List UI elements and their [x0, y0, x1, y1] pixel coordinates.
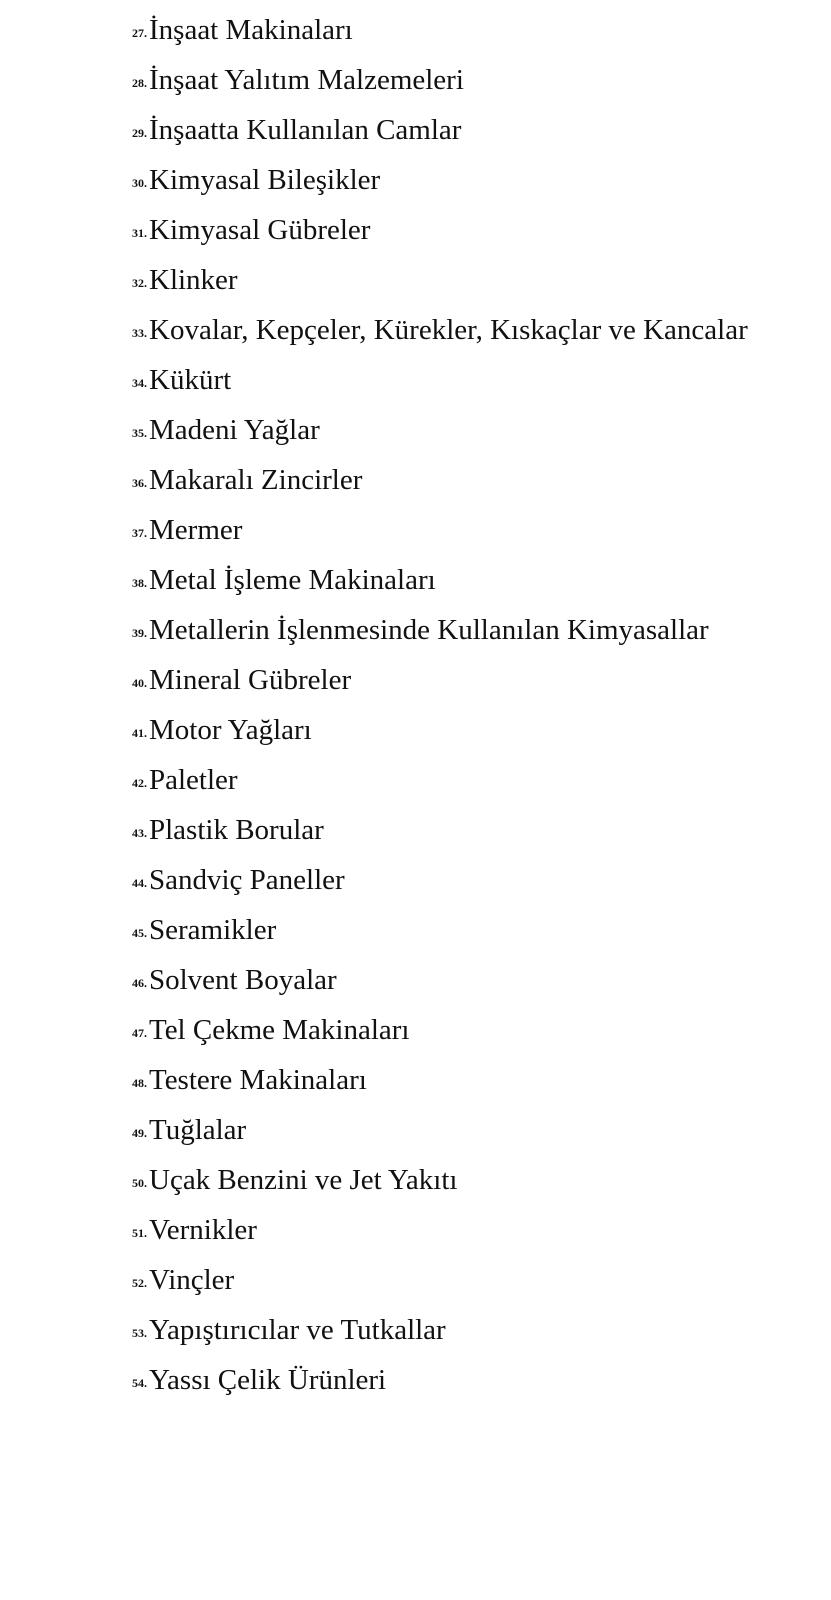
- list-item: [0, 1161, 831, 1200]
- item-label: Paletler: [149, 764, 238, 796]
- list-item: [0, 861, 831, 900]
- item-label: Solvent Boyalar: [149, 964, 337, 996]
- item-number: 39.: [132, 626, 147, 640]
- item-label: Yassı Çelik Ürünleri: [149, 1364, 387, 1396]
- item-number: 30.: [132, 176, 147, 190]
- list-item: [0, 1011, 831, 1050]
- item-label: Uçak Benzini ve Jet Yakıtı: [149, 1164, 458, 1196]
- list-item: [0, 1311, 831, 1350]
- list-item: [0, 161, 831, 200]
- item-number: 48.: [132, 1076, 147, 1090]
- item-label: Kovalar, Kepçeler, Kürekler, Kıskaçlar ve Kancalar: [149, 314, 748, 346]
- item-label: Sandviç Paneller: [149, 864, 345, 896]
- item-label: Testere Makinaları: [149, 1064, 367, 1096]
- item-number: 29.: [132, 126, 147, 140]
- item-label: Seramikler: [149, 914, 277, 946]
- item-number: 44.: [132, 876, 147, 890]
- item-label: Yapıştırıcılar ve Tutkallar: [149, 1314, 446, 1346]
- item-label: İnşaat Makinaları: [149, 14, 353, 46]
- list-item: [0, 361, 831, 400]
- list-item: [0, 711, 831, 750]
- list-item: [0, 611, 831, 650]
- item-label: Kükürt: [149, 364, 232, 396]
- item-number: 38.: [132, 576, 147, 590]
- item-number: 27.: [132, 26, 147, 40]
- item-number: 40.: [132, 676, 147, 690]
- product-list: [0, 11, 831, 1411]
- item-number: 49.: [132, 1126, 147, 1140]
- item-label: Madeni Yağlar: [149, 414, 320, 446]
- item-number: 52.: [132, 1276, 147, 1290]
- item-label: Makaralı Zincirler: [149, 464, 363, 496]
- list-item: [0, 111, 831, 150]
- list-item: [0, 411, 831, 450]
- item-number: 35.: [132, 426, 147, 440]
- item-label: Klinker: [149, 264, 238, 296]
- item-number: 53.: [132, 1326, 147, 1340]
- item-number: 46.: [132, 976, 147, 990]
- item-number: 36.: [132, 476, 147, 490]
- item-number: 47.: [132, 1026, 147, 1040]
- item-label: İnşaatta Kullanılan Camlar: [149, 114, 462, 146]
- item-number: 45.: [132, 926, 147, 940]
- item-number: 41.: [132, 726, 147, 740]
- item-label: Tuğlalar: [149, 1114, 247, 1146]
- list-item: [0, 961, 831, 1000]
- item-label: Vinçler: [149, 1264, 235, 1296]
- list-item: [0, 311, 831, 350]
- item-number: 34.: [132, 376, 147, 390]
- item-number: 37.: [132, 526, 147, 540]
- list-item: [0, 11, 831, 50]
- item-label: Kimyasal Gübreler: [149, 214, 371, 246]
- list-item: [0, 1111, 831, 1150]
- item-number: 32.: [132, 276, 147, 290]
- list-item: [0, 1261, 831, 1300]
- item-label: Plastik Borular: [149, 814, 324, 846]
- item-number: 28.: [132, 76, 147, 90]
- list-item: [0, 461, 831, 500]
- list-item: [0, 911, 831, 950]
- item-label: Mineral Gübreler: [149, 664, 352, 696]
- list-item: [0, 761, 831, 800]
- item-number: 50.: [132, 1176, 147, 1190]
- list-item: [0, 661, 831, 700]
- list-item: [0, 811, 831, 850]
- item-label: Tel Çekme Makinaları: [149, 1014, 410, 1046]
- list-item: [0, 211, 831, 250]
- item-label: Metal İşleme Makinaları: [149, 564, 436, 596]
- item-label: İnşaat Yalıtım Malzemeleri: [149, 64, 464, 96]
- item-label: Metallerin İşlenmesinde Kullanılan Kimyasallar: [149, 614, 709, 646]
- list-item: [0, 1361, 831, 1400]
- item-label: Vernikler: [149, 1214, 257, 1246]
- list-item: [0, 1211, 831, 1250]
- list-item: [0, 511, 831, 550]
- item-label: Mermer: [149, 514, 243, 546]
- item-number: 43.: [132, 826, 147, 840]
- list-item: [0, 561, 831, 600]
- item-number: 51.: [132, 1226, 147, 1240]
- item-number: 42.: [132, 776, 147, 790]
- item-label: Motor Yağları: [149, 714, 312, 746]
- item-label: Kimyasal Bileşikler: [149, 164, 381, 196]
- list-item: [0, 261, 831, 300]
- item-number: 54.: [132, 1376, 147, 1390]
- list-item: [0, 1061, 831, 1100]
- list-item: [0, 61, 831, 100]
- item-number: 31.: [132, 226, 147, 240]
- item-number: 33.: [132, 326, 147, 340]
